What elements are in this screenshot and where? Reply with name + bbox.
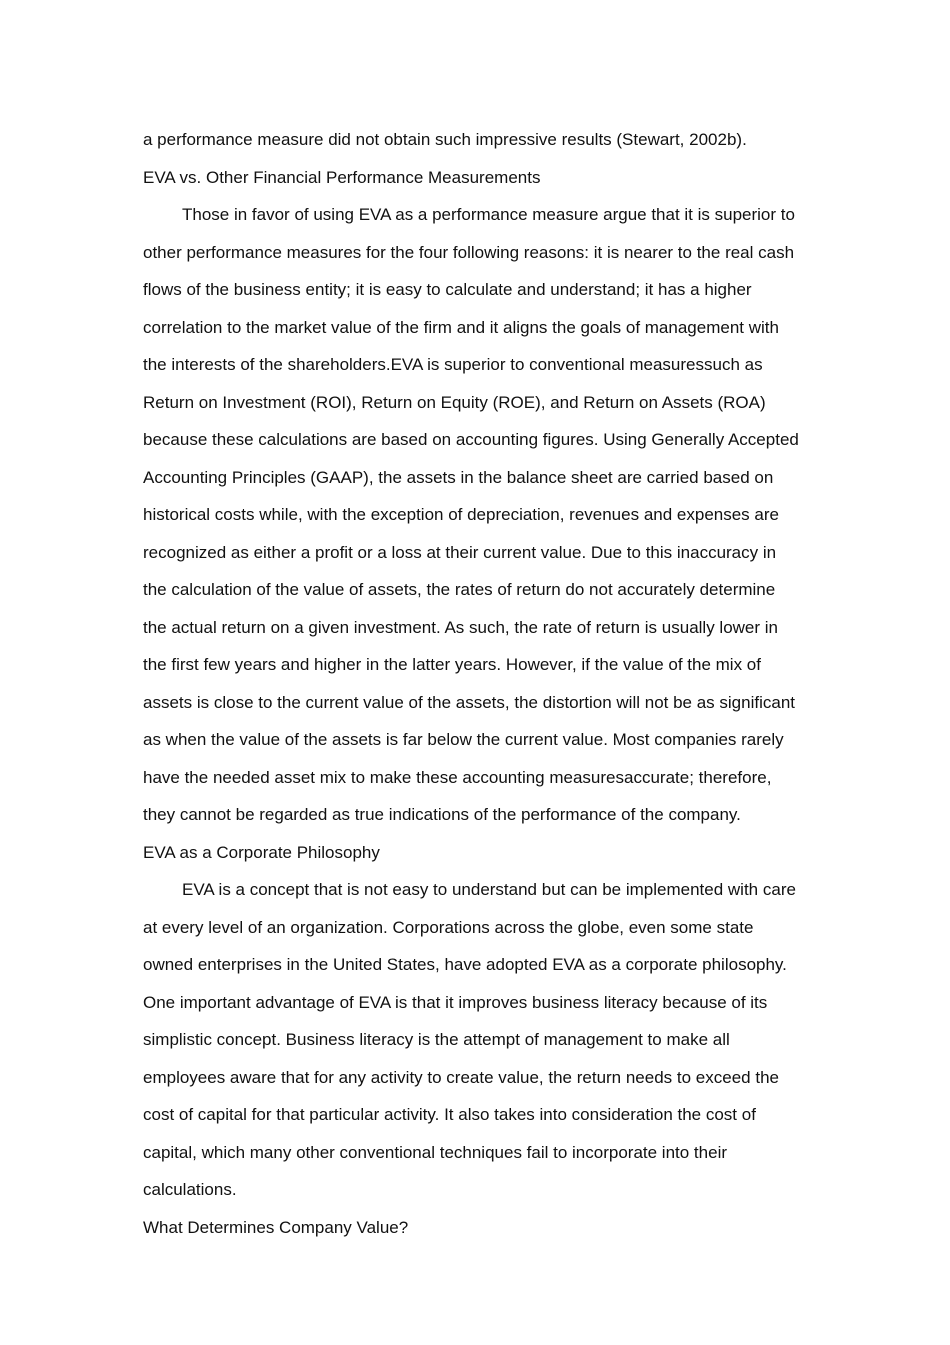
section-heading-company-value: What Determines Company Value? [143, 1217, 409, 1237]
paragraph-line: the first few years and higher in the latter years. However, if the value of the mix of [143, 655, 761, 674]
paragraph-line: historical costs while, with the exception of depreciation, revenues and expenses are [143, 505, 779, 524]
paragraph-line: because these calculations are based on accounting figures. Using Generally Accepted [143, 430, 799, 449]
paragraph-line: simplistic concept. Business literacy is the attempt of management to make all [143, 1030, 730, 1049]
paragraph-line: other performance measures for the four following reasons: it is nearer to the real cash [143, 242, 795, 262]
section-heading-eva-vs-other: EVA vs. Other Financial Performance Measurements [143, 167, 541, 187]
paragraph-line: One important advantage of EVA is that it improves business literacy because of its [143, 992, 768, 1012]
paragraph-line: the actual return on a given investment. As such, the rate of return is usually lower in [143, 617, 779, 637]
paragraph-line: Accounting Principles (GAAP), the assets in the balance sheet are carried based on [143, 467, 774, 487]
paragraph-line: employees aware that for any activity to create value, the return needs to exceed the [143, 1067, 779, 1087]
paragraph-line: the calculation of the value of assets, the rates of return do not accurately determine [143, 580, 776, 599]
paragraph-line: flows of the business entity; it is easy to calculate and understand; it has a higher [143, 280, 752, 299]
paragraph-line: owned enterprises in the United States, have adopted EVA as a corporate philosophy. [143, 955, 787, 974]
paragraph-line: cost of capital for that particular activity. It also takes into consideration the cost of [143, 1105, 756, 1124]
paragraph-line: the interests of the shareholders.EVA is superior to conventional measuressuch as [143, 355, 763, 374]
paragraph-line: capital, which many other conventional techniques fail to incorporate into their [143, 1142, 728, 1162]
paragraph-line: have the needed asset mix to make these accounting measuresaccurate; therefore, [143, 767, 772, 787]
paragraph-line: as when the value of the assets is far below the current value. Most companies rarely [143, 730, 784, 749]
document-page [143, 121, 843, 1246]
paragraph-line: they cannot be regarded as true indications of the performance of the company. [143, 805, 741, 824]
paragraph-line: correlation to the market value of the firm and it aligns the goals of management with [143, 317, 779, 337]
paragraph-line: recognized as either a profit or a loss at their current value. Due to this inaccuracy in [143, 542, 777, 562]
paragraph-line: a performance measure did not obtain such impressive results (Stewart, 2002b). [143, 130, 747, 149]
paragraph-line: assets is close to the current value of the assets, the distortion will not be as significant [143, 692, 796, 712]
paragraph-line: at every level of an organization. Corporations across the globe, even some state [143, 917, 754, 937]
paragraph-line: calculations. [143, 1180, 237, 1199]
paragraph-line: EVA is a concept that is not easy to understand but can be implemented with care [182, 880, 796, 899]
paragraph-line: Return on Investment (ROI), Return on Equity (ROE), and Return on Assets (ROA) [143, 392, 766, 412]
paragraph-line: Those in favor of using EVA as a performance measure argue that it is superior to [182, 205, 795, 224]
section-heading-corporate-philosophy: EVA as a Corporate Philosophy [143, 842, 380, 862]
